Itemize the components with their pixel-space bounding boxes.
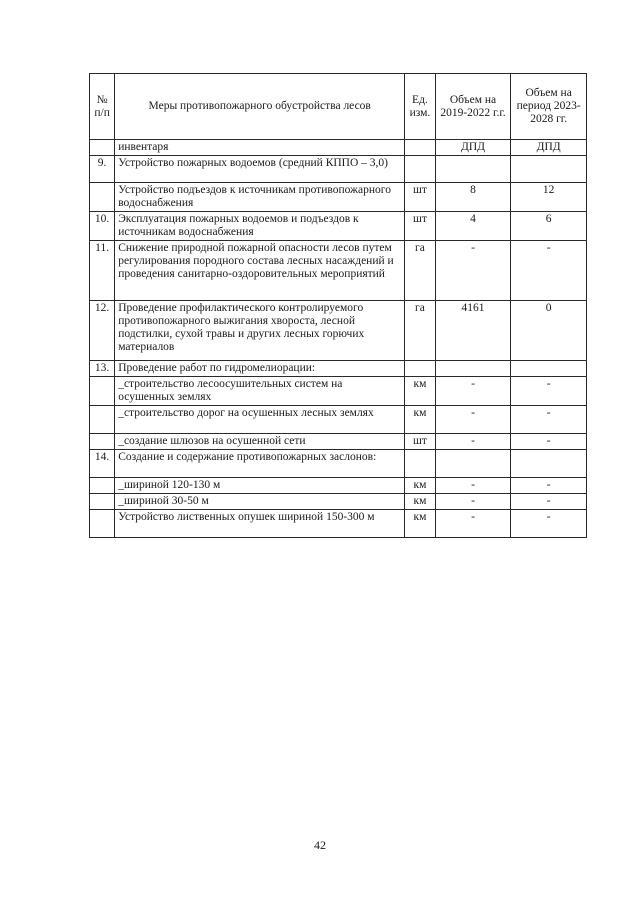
- table-row: [90, 241, 587, 301]
- row-unit: [405, 140, 435, 156]
- row-desc: Проведение работ по гидромелиорации:: [115, 361, 405, 377]
- row-desc: Проведение профилактического контролируемого противопожарного выжигания хвороста, лесной подстилки, сухой травы и других лесных горючих материалов: [115, 301, 405, 361]
- row-volume-1: -: [435, 406, 511, 434]
- row-num: 12.: [90, 301, 115, 361]
- row-unit: га: [405, 241, 435, 301]
- measures-table: [89, 73, 587, 538]
- row-desc: Устройство лиственных опушек шириной 150-300 м: [115, 510, 405, 538]
- row-num: [90, 183, 115, 212]
- table-row: [90, 494, 587, 510]
- row-volume-2: ДПД: [511, 140, 587, 156]
- row-volume-2: -: [511, 434, 587, 450]
- header-unit: Ед. изм.: [405, 74, 435, 140]
- row-volume-2: -: [511, 478, 587, 494]
- row-unit: км: [405, 377, 435, 406]
- table-header-row: [90, 74, 587, 140]
- row-volume-1: 4: [435, 212, 511, 241]
- header-volume-2023-2028: Объем на период 2023-2028 гг.: [511, 74, 587, 140]
- row-num: 10.: [90, 212, 115, 241]
- row-num: [90, 140, 115, 156]
- row-num: [90, 510, 115, 538]
- row-volume-1: [435, 156, 511, 183]
- row-volume-1: -: [435, 241, 511, 301]
- table-row: [90, 156, 587, 183]
- row-unit: [405, 156, 435, 183]
- table-row: [90, 301, 587, 361]
- header-num: № п/п: [90, 74, 115, 140]
- row-volume-2: [511, 361, 587, 377]
- row-volume-2: -: [511, 377, 587, 406]
- row-volume-2: [511, 450, 587, 478]
- row-unit: шт: [405, 434, 435, 450]
- row-unit: шт: [405, 212, 435, 241]
- row-volume-2: -: [511, 510, 587, 538]
- row-volume-1: -: [435, 494, 511, 510]
- row-desc: _строительство лесоосушительных систем на осушенных землях: [115, 377, 405, 406]
- row-desc: _строительство дорог на осушенных лесных землях: [115, 406, 405, 434]
- row-num: 11.: [90, 241, 115, 301]
- row-unit: км: [405, 494, 435, 510]
- row-unit: [405, 361, 435, 377]
- row-volume-2: -: [511, 241, 587, 301]
- row-unit: км: [405, 478, 435, 494]
- table-row: [90, 406, 587, 434]
- row-num: [90, 406, 115, 434]
- row-volume-1: [435, 450, 511, 478]
- row-volume-2: 0: [511, 301, 587, 361]
- row-num: [90, 434, 115, 450]
- row-unit: га: [405, 301, 435, 361]
- table-row: [90, 377, 587, 406]
- row-volume-1: -: [435, 434, 511, 450]
- row-desc: инвентаря: [115, 140, 405, 156]
- row-desc: Создание и содержание противопожарных заслонов:: [115, 450, 405, 478]
- row-num: [90, 377, 115, 406]
- row-unit: км: [405, 406, 435, 434]
- row-desc: Снижение природной пожарной опасности лесов путем регулирования породного состава лесных насаждений и проведения санитарно-оздоровительных мероприятий: [115, 241, 405, 301]
- page-number: 42: [314, 838, 326, 852]
- row-volume-2: [511, 156, 587, 183]
- row-unit: шт: [405, 183, 435, 212]
- row-num: [90, 494, 115, 510]
- row-volume-2: 6: [511, 212, 587, 241]
- row-volume-1: -: [435, 377, 511, 406]
- header-volume-2019-2022: Объем на 2019-2022 г.г.: [435, 74, 511, 140]
- row-volume-1: 8: [435, 183, 511, 212]
- row-volume-1: -: [435, 510, 511, 538]
- row-desc: Устройство пожарных водоемов (средний КППО – 3,0): [115, 156, 405, 183]
- row-volume-1: -: [435, 478, 511, 494]
- row-volume-2: 12: [511, 183, 587, 212]
- row-volume-1: [435, 361, 511, 377]
- row-num: [90, 478, 115, 494]
- table-row: [90, 450, 587, 478]
- table-row: [90, 434, 587, 450]
- row-desc: Устройство подъездов к источникам противопожарного водоснабжения: [115, 183, 405, 212]
- row-unit: км: [405, 510, 435, 538]
- header-desc: Меры противопожарного обустройства лесов: [115, 74, 405, 140]
- table-row: [90, 212, 587, 241]
- table-row: [90, 361, 587, 377]
- row-num: 14.: [90, 450, 115, 478]
- row-unit: [405, 450, 435, 478]
- row-volume-1: 4161: [435, 301, 511, 361]
- row-desc: _создание шлюзов на осушенной сети: [115, 434, 405, 450]
- row-num: 13.: [90, 361, 115, 377]
- row-volume-1: ДПД: [435, 140, 511, 156]
- row-desc: _шириной 30-50 м: [115, 494, 405, 510]
- table-row: [90, 183, 587, 212]
- table-row: [90, 510, 587, 538]
- table-row: [90, 478, 587, 494]
- row-desc: Эксплуатация пожарных водоемов и подъездов к источникам водоснабжения: [115, 212, 405, 241]
- table-row: [90, 140, 587, 156]
- row-num: 9.: [90, 156, 115, 183]
- row-volume-2: -: [511, 494, 587, 510]
- row-desc: _шириной 120-130 м: [115, 478, 405, 494]
- row-volume-2: -: [511, 406, 587, 434]
